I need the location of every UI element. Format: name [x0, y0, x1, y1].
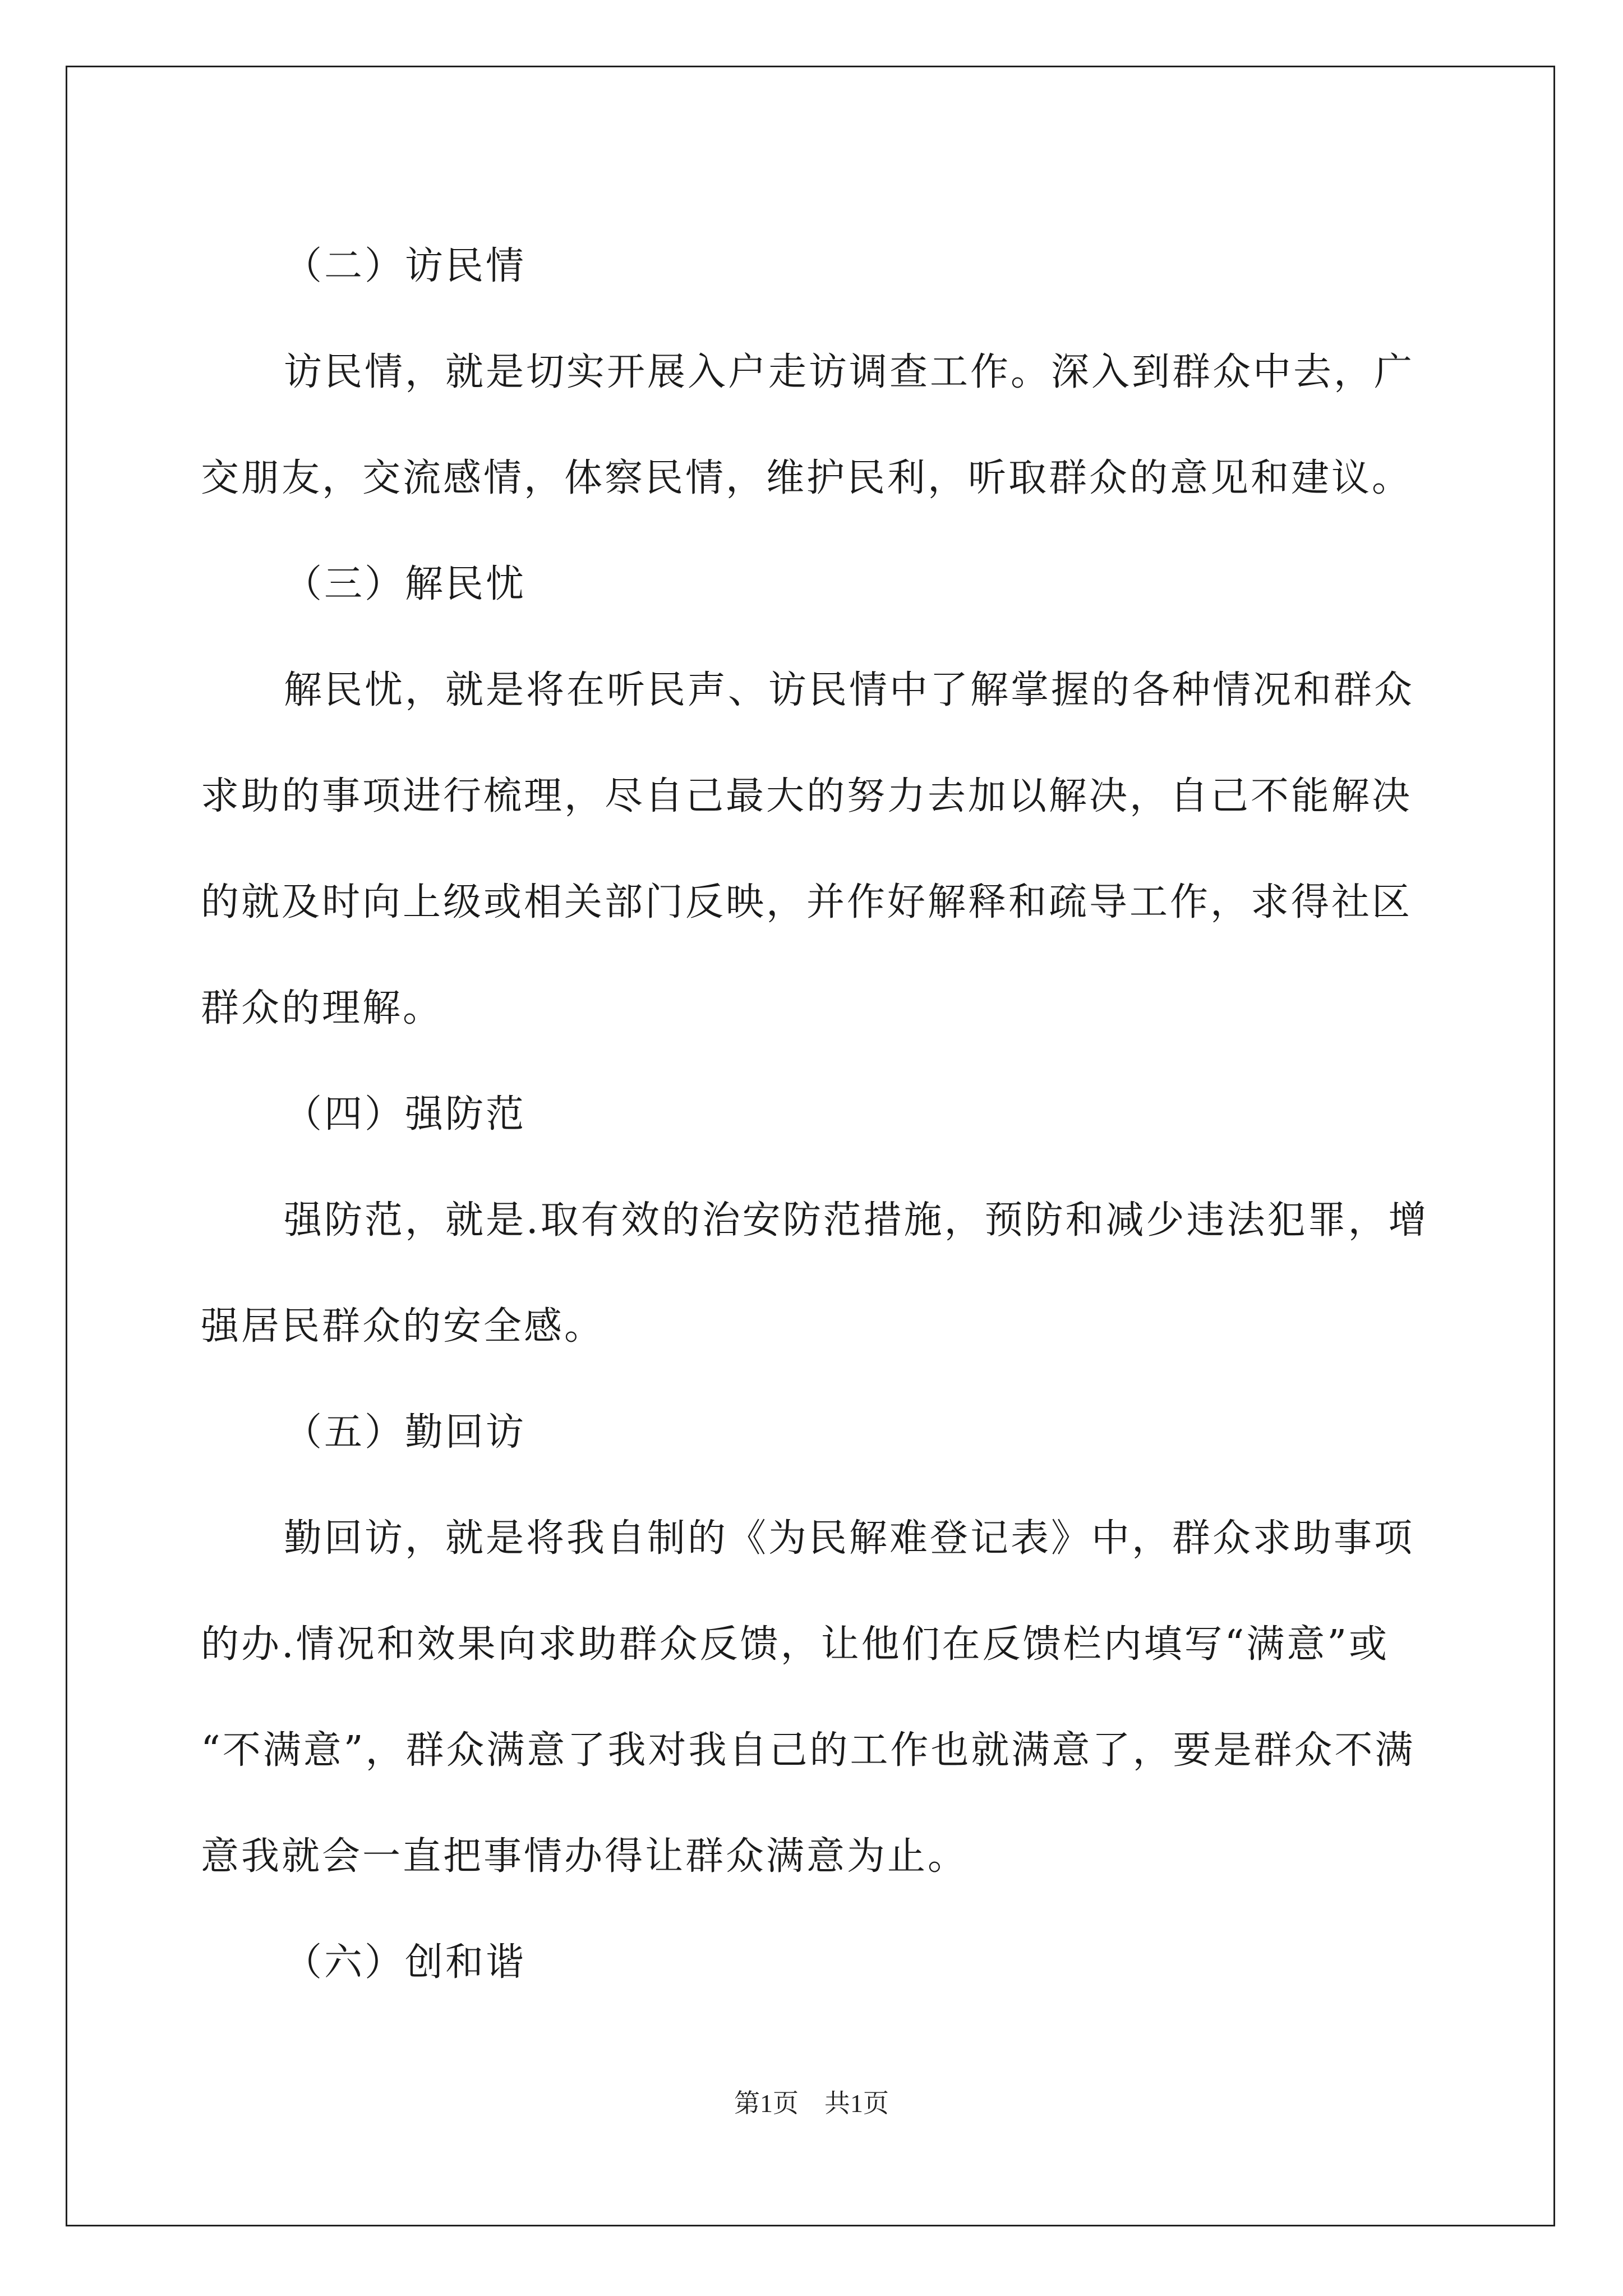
paragraph-line: 访民情，就是切实开展入户走访调查工作。深入到群众中去，广 — [284, 350, 1415, 394]
section-heading: （五）勤回访 — [284, 1410, 527, 1455]
paragraph-line: 的办.情况和效果向求助群众反馈，让他们在反馈栏内填写“满意”或 — [201, 1622, 1390, 1667]
section-heading: （六）创和谐 — [284, 1940, 527, 1985]
paragraph-line: 解民忧，就是将在听民声、访民情中了解掌握的各种情况和群众 — [284, 668, 1415, 712]
paragraph-line: 群众的理解。 — [201, 986, 444, 1030]
page-number: 第1页 — [734, 2089, 799, 2118]
page-footer — [0, 2088, 1623, 2119]
paragraph-line: 交朋友，交流感情，体察民情，维护民利，听取群众的意见和建议。 — [201, 456, 1413, 500]
paragraph-line: 意我就会一直把事情办得让群众满意为止。 — [201, 1834, 969, 1879]
paragraph-line: 的就及时向上级或相关部门反映，并作好解释和疏导工作，求得社区 — [201, 880, 1413, 924]
paragraph-line: 求助的事项进行梳理，尽自己最大的努力去加以解决，自己不能解决 — [201, 774, 1413, 818]
paragraph-line: 勤回访，就是将我自制的《为民解难登记表》中，群众求助事项 — [284, 1516, 1415, 1561]
paragraph-line: 强居民群众的安全感。 — [201, 1304, 605, 1349]
section-heading: （四）强防范 — [284, 1092, 527, 1137]
section-heading: （三）解民忧 — [284, 562, 527, 606]
page-total: 共1页 — [824, 2089, 889, 2118]
section-heading: （二）访民情 — [284, 244, 527, 288]
document-body — [201, 213, 1435, 2016]
paragraph-line: 强防范，就是.取有效的治安防范措施，预防和减少违法犯罪，增 — [284, 1198, 1429, 1243]
paragraph-line: “不满意”，群众满意了我对我自己的工作也就满意了，要是群众不满 — [201, 1728, 1415, 1773]
